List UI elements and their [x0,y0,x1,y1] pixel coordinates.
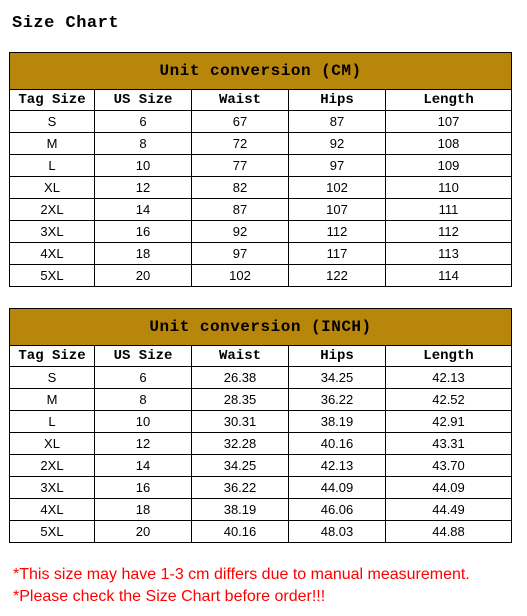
cell-us-size: 18 [95,499,192,521]
cell-us-size: 12 [95,177,192,199]
cell-length: 43.31 [386,433,512,455]
page-title: Size Chart [12,14,120,33]
cell-tag-size: 3XL [10,477,95,499]
cell-tag-size: 4XL [10,243,95,265]
table-row [10,111,512,133]
table-heading-inch: Unit conversion (INCH) [10,309,512,346]
cell-tag-size: M [10,389,95,411]
cell-hips: 42.13 [289,455,386,477]
column-header-length: Length [386,346,512,367]
cell-waist: 34.25 [192,455,289,477]
cell-waist: 72 [192,133,289,155]
cell-length: 108 [386,133,512,155]
cell-length: 110 [386,177,512,199]
cell-us-size: 6 [95,367,192,389]
cell-us-size: 16 [95,221,192,243]
cell-length: 42.13 [386,367,512,389]
cell-waist: 102 [192,265,289,287]
column-header-waist: Waist [192,346,289,367]
column-header-us-size: US Size [95,346,192,367]
cell-us-size: 14 [95,455,192,477]
table-row [10,265,512,287]
cell-waist: 92 [192,221,289,243]
cell-waist: 67 [192,111,289,133]
cell-hips: 46.06 [289,499,386,521]
cell-tag-size: S [10,111,95,133]
cell-tag-size: L [10,155,95,177]
table-row [10,411,512,433]
cell-us-size: 16 [95,477,192,499]
cell-waist: 82 [192,177,289,199]
table-row [10,499,512,521]
cell-hips: 87 [289,111,386,133]
cell-tag-size: 2XL [10,455,95,477]
cell-hips: 44.09 [289,477,386,499]
table-row [10,133,512,155]
cell-length: 114 [386,265,512,287]
cell-us-size: 10 [95,155,192,177]
cell-hips: 36.22 [289,389,386,411]
cell-waist: 87 [192,199,289,221]
cell-us-size: 14 [95,199,192,221]
column-header-tag-size: Tag Size [10,346,95,367]
cell-hips: 34.25 [289,367,386,389]
cell-tag-size: S [10,367,95,389]
cell-waist: 77 [192,155,289,177]
cell-us-size: 20 [95,521,192,543]
cell-tag-size: 2XL [10,199,95,221]
cell-us-size: 18 [95,243,192,265]
cell-hips: 102 [289,177,386,199]
table-body-cm [10,111,512,287]
cell-waist: 26.38 [192,367,289,389]
cell-length: 109 [386,155,512,177]
table-row [10,367,512,389]
cell-hips: 97 [289,155,386,177]
table-row [10,521,512,543]
cell-tag-size: 5XL [10,265,95,287]
cell-hips: 40.16 [289,433,386,455]
cell-us-size: 12 [95,433,192,455]
cell-hips: 92 [289,133,386,155]
table-row [10,389,512,411]
column-header-tag-size: Tag Size [10,90,95,111]
cell-hips: 117 [289,243,386,265]
column-header-length: Length [386,90,512,111]
notes [13,564,470,608]
size-table-inch [9,308,512,543]
cell-waist: 30.31 [192,411,289,433]
table-row [10,433,512,455]
cell-us-size: 6 [95,111,192,133]
cell-waist: 97 [192,243,289,265]
cell-waist: 32.28 [192,433,289,455]
table-row [10,243,512,265]
cell-waist: 28.35 [192,389,289,411]
cell-hips: 122 [289,265,386,287]
table-row [10,177,512,199]
table-row [10,199,512,221]
cell-waist: 38.19 [192,499,289,521]
cell-length: 44.49 [386,499,512,521]
cell-hips: 112 [289,221,386,243]
cell-length: 42.91 [386,411,512,433]
cell-waist: 40.16 [192,521,289,543]
cell-length: 44.09 [386,477,512,499]
cell-us-size: 8 [95,389,192,411]
column-header-hips: Hips [289,346,386,367]
cell-hips: 38.19 [289,411,386,433]
column-header-waist: Waist [192,90,289,111]
cell-length: 42.52 [386,389,512,411]
cell-length: 43.70 [386,455,512,477]
cell-length: 113 [386,243,512,265]
table-row [10,155,512,177]
cell-us-size: 20 [95,265,192,287]
column-header-us-size: US Size [95,90,192,111]
cell-us-size: 8 [95,133,192,155]
cell-tag-size: 5XL [10,521,95,543]
cell-tag-size: XL [10,433,95,455]
cell-tag-size: M [10,133,95,155]
cell-length: 44.88 [386,521,512,543]
note-tolerance: *This size may have 1-3 cm differs due to manual measurement. [13,566,470,583]
table-row [10,455,512,477]
table-row [10,221,512,243]
cell-tag-size: L [10,411,95,433]
table-body-inch [10,367,512,543]
cell-length: 111 [386,199,512,221]
size-table-cm [9,52,512,287]
cell-waist: 36.22 [192,477,289,499]
cell-tag-size: 4XL [10,499,95,521]
note-check-chart: *Please check the Size Chart before order!!! [13,588,326,605]
cell-length: 107 [386,111,512,133]
cell-length: 112 [386,221,512,243]
cell-tag-size: 3XL [10,221,95,243]
table-heading-cm: Unit conversion (CM) [10,53,512,90]
table-row [10,477,512,499]
column-header-hips: Hips [289,90,386,111]
cell-hips: 107 [289,199,386,221]
cell-us-size: 10 [95,411,192,433]
cell-hips: 48.03 [289,521,386,543]
cell-tag-size: XL [10,177,95,199]
